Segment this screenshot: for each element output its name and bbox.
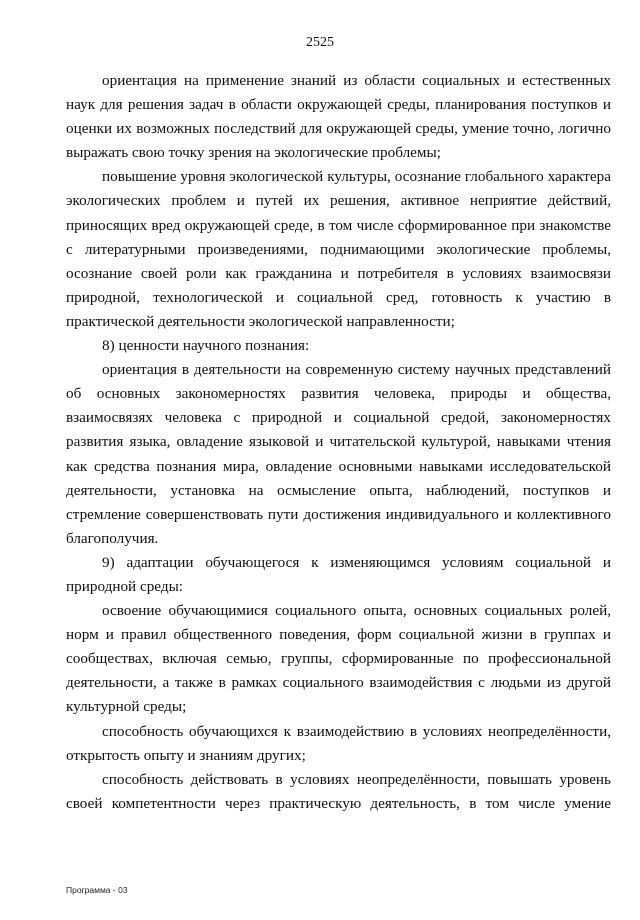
paragraph-uncertainty-interaction: способность обучающихся к взаимодействию в условиях неопределённости, открытость опыту и знаниям других;: [66, 722, 611, 764]
page-number: 2525: [306, 35, 334, 50]
paragraph-eco-orientation: ориентация на применение знаний из области социальных и естественных наук для решения задач в области окружающей среды, планирования поступков и оценки их возможных последствий для окружающей среды, умение точно, логично выражать свою точку зрения на экологические проблемы;: [66, 72, 611, 162]
paragraph-uncertainty-action: способность действовать в условиях неопределённости, повышать уровень своей компетентности через практическую деятельность, в том числе умение: [66, 770, 611, 812]
heading-scientific-knowledge: 8) ценности научного познания:: [102, 337, 310, 355]
heading-adaptation: 9) адаптации обучающегося к изменяющимся условиям социальной и природной среды:: [66, 553, 611, 595]
document-body: [66, 69, 611, 816]
paragraph-eco-culture: повышение уровня экологической культуры, осознание глобального характера экологических проблем и путей их решения, активное неприятие действий, приносящих вред окружающей среде, в том числе сформированное при знакомстве с литературными произведениями, поднимающими экологические проблемы, осознание своей роли как гражданина и потребителя в условиях взаимосвязи природной, технологической и социальной сред, готовность к участию в практической деятельности экологической направленности;: [66, 168, 611, 330]
paragraph-science-orientation: ориентация в деятельности на современную систему научных представлений об основных закономерностях развития человека, природы и общества, взаимосвязях человека с природной и социальной средой, закономерностях развития языка, овладение языковой и читательской культурой, навыками чтения как средства познания мира, овладение основными навыками исследовательской деятельности, установка на осмысление опыта, наблюдений, поступков и стремление совершенствовать пути достижения индивидуального и коллективного благополучия.: [66, 361, 611, 547]
paragraph-social-experience: освоение обучающимися социального опыта, основных социальных ролей, норм и правил общественного поведения, форм социальной жизни в группах и сообществах, включая семью, группы, сформированные по профессиональной деятельности, а также в рамках социального взаимодействия с людьми из другой культурной среды;: [66, 602, 611, 716]
footer-program-code: Программа - 03: [66, 885, 128, 895]
